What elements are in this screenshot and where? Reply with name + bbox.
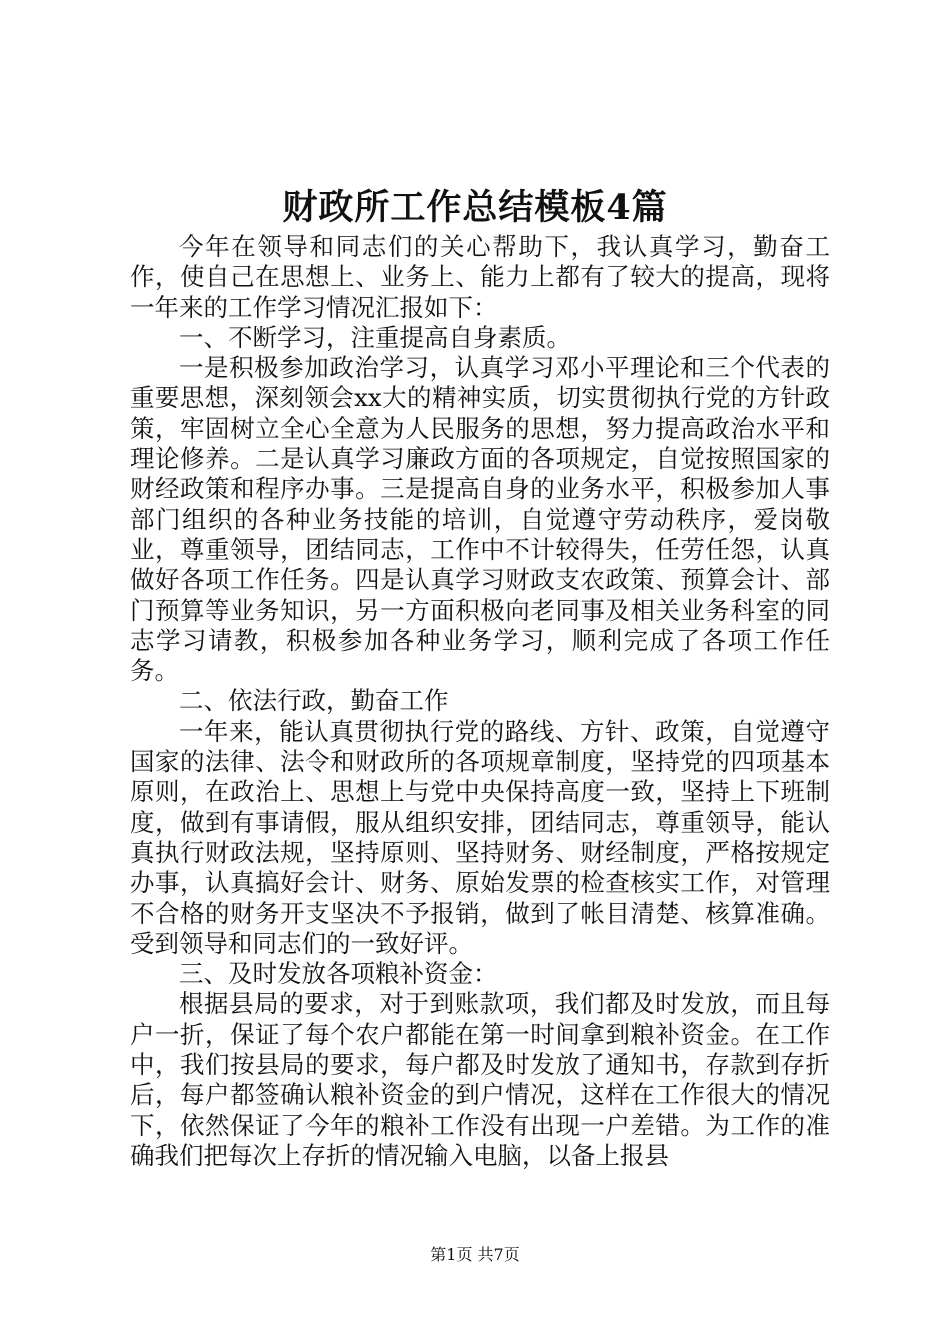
page-footer	[0, 1243, 950, 1267]
section-heading-2: 二、依法行政，勤奋工作	[179, 686, 449, 716]
section-2-paragraph: 一年来，能认真贯彻执行党的路线、方针、政策，自觉遵守国家的法律、法令和财政所的各项规章制度，坚持党的四项基本原则，在政治上、思想上与党中央保持高度一致，坚持上下班制度，做到有事请假，服从组织安排，团结同志，尊重领导，能认真执行财政法规，坚持原则、坚持财务、财经制度，严格按规定办事，认真搞好会计、财务、原始发票的检查核实工作，对管理不合格的财务开支坚决不予报销，做到了帐目清楚、核算准确。受到领导和同志们的一致好评。	[130, 716, 830, 958]
section-1-paragraph: 一是积极参加政治学习，认真学习邓小平理论和三个代表的重要思想，深刻领会xx大的精神实质，切实贯彻执行党的方针政策，牢固树立全心全意为人民服务的思想，努力提高政治水平和理论修养。二是认真学习廉政方面的各项规定，自觉按照国家的财经政策和程序办事。三是提高自身的业务水平，积极参加人事部门组织的各种业务技能的培训，自觉遵守劳动秩序，爱岗敬业，尊重领导，团结同志，工作中不计较得失，任劳任怨，认真做好各项工作任务。四是认真学习财政支农政策、预算会计、部门预算等业务知识，另一方面积极向老同事及相关业务科室的同志学习请教，积极参加各种业务学习，顺利完成了各项工作任务。	[130, 353, 830, 686]
document-title: 财政所工作总结模板4篇	[282, 187, 668, 228]
section-heading-1: 一、不断学习，注重提高自身素质。	[179, 322, 571, 352]
page-indicator: 第1页 共7页	[430, 1245, 520, 1264]
section-heading-3: 三、及时发放各项粮补资金：	[179, 959, 498, 989]
document-body	[130, 232, 830, 1171]
intro-paragraph: 今年在领导和同志们的关心帮助下，我认真学习，勤奋工作，使自己在思想上、业务上、能力上都有了较大的提高，现将一年来的工作学习情况汇报如下：	[130, 232, 830, 322]
section-3-paragraph: 根据县局的要求，对于到账款项，我们都及时发放，而且每户一折，保证了每个农户都能在第一时间拿到粮补资金。在工作中，我们按县局的要求，每户都及时发放了通知书，存款到存折后，每户都签确认粮补资金的到户情况，这样在工作很大的情况下，依然保证了今年的粮补工作没有出现一户差错。为工作的准确我们把每次上存折的情况输入电脑，以备上报县	[130, 989, 830, 1170]
